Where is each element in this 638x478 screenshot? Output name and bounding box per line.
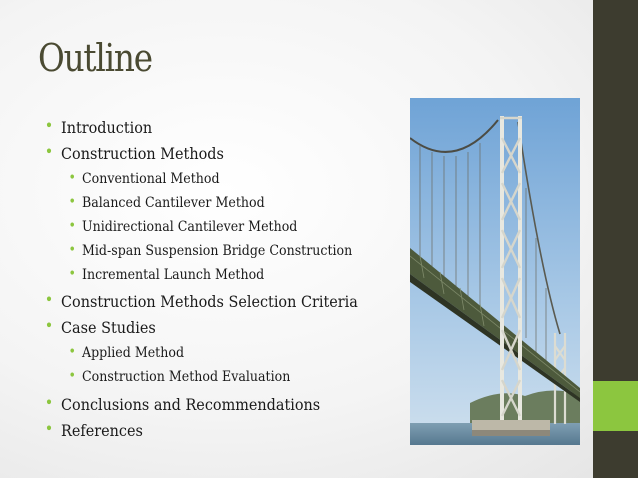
list-item-text: Construction Methods Selection Criteria bbox=[61, 292, 358, 311]
list-item bbox=[68, 368, 291, 385]
list-item-text: References bbox=[61, 421, 143, 440]
list-item bbox=[44, 142, 224, 163]
bullet-icon: • bbox=[68, 368, 76, 384]
list-item-text: Mid-span Suspension Bridge Construction bbox=[82, 243, 353, 259]
list-item bbox=[44, 393, 321, 414]
list-item-text: Applied Method bbox=[82, 345, 185, 361]
slide-title: Outline bbox=[38, 36, 152, 80]
list-item bbox=[68, 242, 353, 259]
bullet-icon: • bbox=[44, 393, 54, 412]
bridge-photo bbox=[410, 98, 580, 445]
list-item bbox=[44, 116, 153, 137]
list-item-text: Conclusions and Recommendations bbox=[61, 395, 321, 414]
list-item-text: Incremental Launch Method bbox=[82, 267, 265, 283]
bullet-icon: • bbox=[68, 344, 76, 360]
list-item bbox=[44, 316, 156, 337]
bullet-icon: • bbox=[68, 266, 76, 282]
list-item bbox=[68, 170, 220, 187]
list-item bbox=[68, 218, 298, 235]
bullet-icon: • bbox=[44, 116, 54, 135]
bullet-icon: • bbox=[44, 142, 54, 161]
list-item bbox=[68, 344, 185, 361]
list-item-text: Introduction bbox=[61, 118, 153, 137]
list-item-text: Balanced Cantilever Method bbox=[82, 195, 265, 211]
list-item bbox=[44, 290, 358, 311]
list-item-text: Construction Method Evaluation bbox=[82, 369, 291, 385]
accent-block bbox=[593, 381, 638, 431]
bullet-icon: • bbox=[68, 218, 76, 234]
bullet-icon: • bbox=[68, 194, 76, 210]
bullet-icon: • bbox=[44, 316, 54, 335]
suspension-bridge-image bbox=[410, 98, 580, 445]
list-item-text: Unidirectional Cantilever Method bbox=[82, 219, 298, 235]
list-item-text: Case Studies bbox=[61, 318, 156, 337]
list-item-text: Construction Methods bbox=[61, 144, 224, 163]
list-item bbox=[68, 266, 265, 283]
list-item bbox=[68, 194, 265, 211]
bullet-icon: • bbox=[68, 242, 76, 258]
list-item bbox=[44, 419, 143, 440]
bullet-icon: • bbox=[44, 290, 54, 309]
bullet-icon: • bbox=[44, 419, 54, 438]
bullet-icon: • bbox=[68, 170, 76, 186]
list-item-text: Conventional Method bbox=[82, 171, 220, 187]
